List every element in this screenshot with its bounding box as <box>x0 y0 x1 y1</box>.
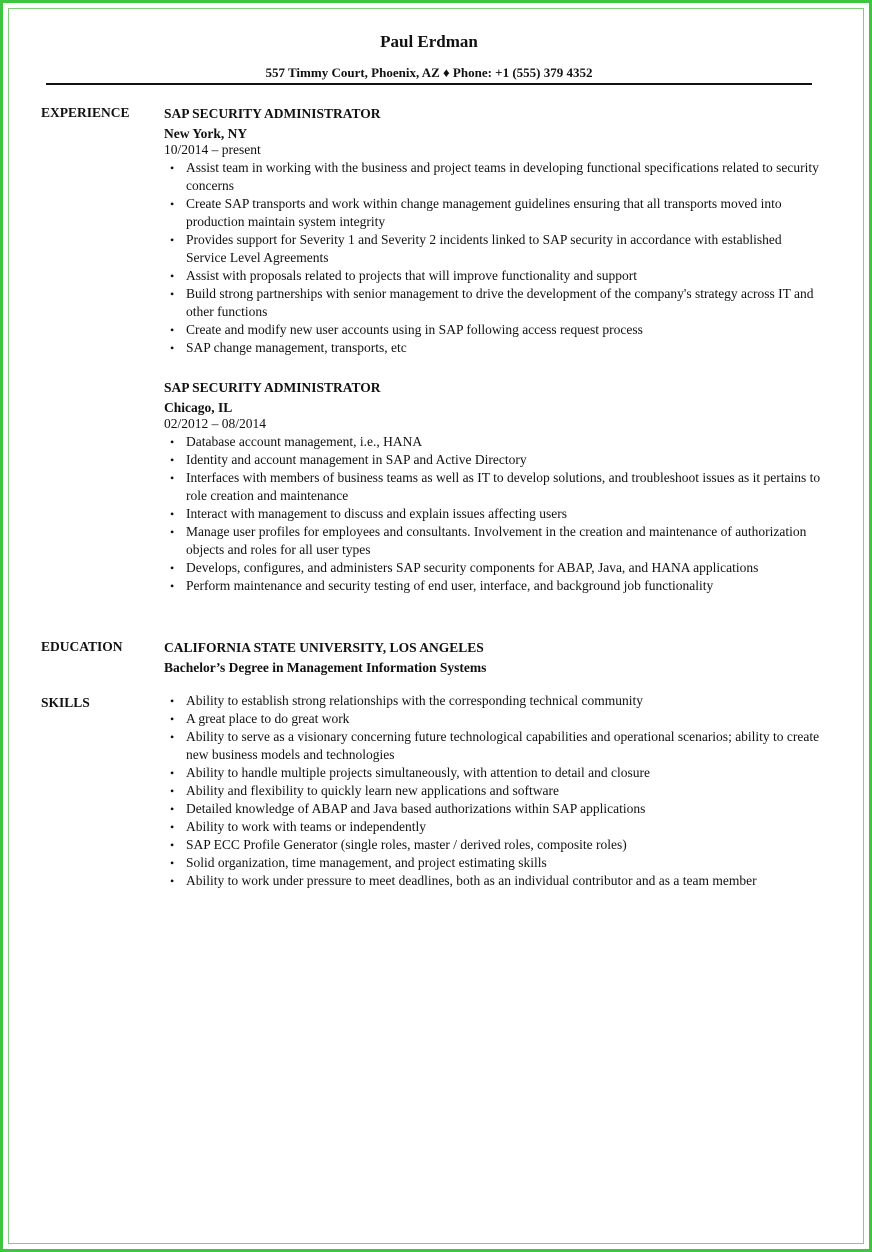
skills-block <box>164 692 824 890</box>
job-2 <box>164 379 824 595</box>
job-dates: 02/2012 – 08/2014 <box>164 416 267 431</box>
list-item: • Develops, configures, and administers SAP security components for ABAP, Java, and HANA applications <box>164 559 824 577</box>
contact-line: 557 Timmy Court, Phoenix, AZ ♦ Phone: +1 (555) 379 4352 <box>265 65 593 80</box>
resume-name: Paul Erdman <box>380 32 478 51</box>
job-location: New York, NY <box>164 126 248 141</box>
header-divider <box>46 83 812 85</box>
list-item: • Ability to handle multiple projects simultaneously, with attention to detail and closure <box>164 764 824 782</box>
list-item: • Solid organization, time management, and project estimating skills <box>164 854 824 872</box>
skills-list <box>164 692 824 890</box>
education-block <box>164 639 824 677</box>
list-item: • SAP ECC Profile Generator (single roles, master / derived roles, composite roles) <box>164 836 824 854</box>
list-item: • Provides support for Severity 1 and Severity 2 incidents linked to SAP security in accordance with established Service Level Agreements <box>164 231 824 267</box>
list-item: • Ability to serve as a visionary concerning future technological capabilities and operational scenarios; ability to create new business models and technologies <box>164 728 824 764</box>
list-item: • Ability to work under pressure to meet deadlines, both as an individual contributor and as a team member <box>164 872 824 890</box>
list-item: • Perform maintenance and security testing of end user, interface, and background job functionality <box>164 577 824 595</box>
list-item: • Interact with management to discuss and explain issues affecting users <box>164 505 824 523</box>
list-item: • SAP change management, transports, etc <box>164 339 824 357</box>
job-title: SAP SECURITY ADMINISTRATOR <box>164 380 381 395</box>
list-item: • Create and modify new user accounts using in SAP following access request process <box>164 321 824 339</box>
list-item: • Ability and flexibility to quickly learn new applications and software <box>164 782 824 800</box>
list-item: • Database account management, i.e., HANA <box>164 433 824 451</box>
school-name: CALIFORNIA STATE UNIVERSITY, LOS ANGELES <box>164 640 484 655</box>
list-item: • Assist team in working with the business and project teams in developing functional specifications related to security concerns <box>164 159 824 195</box>
list-item: • Assist with proposals related to projects that will improve functionality and support <box>164 267 824 285</box>
job-location: Chicago, IL <box>164 400 233 415</box>
list-item: • Ability to establish strong relationships with the corresponding technical community <box>164 692 824 710</box>
job-1 <box>164 105 824 357</box>
job-bullets <box>164 433 824 595</box>
skills-label: SKILLS <box>41 695 90 710</box>
list-item: • Create SAP transports and work within change management guidelines ensuring that all transports moved into production maintain system integrity <box>164 195 824 231</box>
list-item: • Identity and account management in SAP and Active Directory <box>164 451 824 469</box>
list-item: • Ability to work with teams or independently <box>164 818 824 836</box>
job-dates: 10/2014 – present <box>164 142 261 157</box>
list-item: • Manage user profiles for employees and consultants. Involvement in the creation and maintenance of authorization objects and roles for all user types <box>164 523 824 559</box>
list-item: • Detailed knowledge of ABAP and Java based authorizations within SAP applications <box>164 800 824 818</box>
job-title: SAP SECURITY ADMINISTRATOR <box>164 106 381 121</box>
education-label: EDUCATION <box>41 639 123 654</box>
list-item: • A great place to do great work <box>164 710 824 728</box>
list-item: • Build strong partnerships with senior management to drive the development of the company's strategy across IT and other functions <box>164 285 824 321</box>
degree: Bachelor’s Degree in Management Information Systems <box>164 660 487 675</box>
job-bullets <box>164 159 824 357</box>
experience-label: EXPERIENCE <box>41 105 130 120</box>
list-item: • Interfaces with members of business teams as well as IT to develop solutions, and troubleshoot issues as it pertains to role creation and maintenance <box>164 469 824 505</box>
